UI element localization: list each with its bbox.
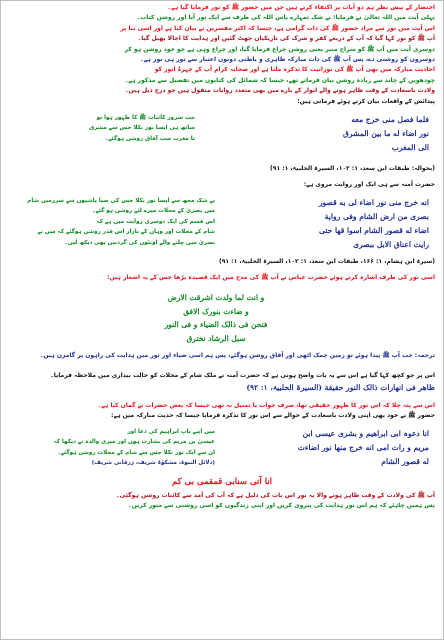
translation-text: ترجمہ: جب آپ ﷺ پیدا ہوئے تو زمین چمک اٹھی اور آفاق روشن ہوگئے، پس ہم اسی ضیاء اور نور میں ہدایت کی راہوں پر گامزن ہیں۔ [39,352,435,359]
intro-line: چودھویں کے چاند سے زیادہ روشن بیان فرماتے تھے، جیسا کہ شمائل کی کتابوں میں تفصیل سے مذکور ہے۔ [124,76,435,84]
intro-line: اختصار کے پیش نظر ہم دو آیات پر اکتفاء کرتے ہیں جن میں حضور ﷺ کو نور فرمایا گیا ہے۔ [167,4,435,11]
paragraph-line: اس پر جو کچھ کہا گیا ہے اس سے یہ بات واضح ہوتی ہے کہ حضرت آمنہ نے ملک شام کے محلات کو حالت بیداری میں ملاحظہ فرمایا۔ [50,372,435,379]
translation-line: میں بصریٰ کے محلات میرے لئے روشن ہو گئے۔ [92,208,215,215]
arabic-line: بصری من ارض الشام وفی روایة [324,212,429,221]
quote-translation [15,427,215,469]
translation-line: عیسیٰ بن مریم کی بشارت ہوں اور میری والدہ نے دیکھا کہ [53,439,215,446]
translation-line: بصریٰ میں چلنے والے اونٹوں کی گردنیں بھی دیکھ لیں۔ [64,239,215,246]
translation-line: ان سے ایک نور نکلا جس سے شام کے محلات روشن ہوگئے۔ [57,449,215,456]
intro-line: پہلی آیت میں اللہ تعالیٰ نے فرمایا: بے شک تمہارے پاس اللہ کی طرف سے ایک نور آیا اور روشن کتاب۔ [136,14,435,22]
quote-block [15,113,429,155]
section-heading-text: حضرت آمنہ سے ہی ایک اور روایت مروی ہے: [303,181,435,188]
arabic-line: نور اضاء له ما بین المشرق [343,129,429,138]
poem-block [111,291,321,345]
reference [9,164,435,174]
paragraph-line: حضور ﷺ نے خود بھی اپنی ولادت باسعادت کے حوالے سے اس نور کا تذکرہ فرمایا جیسا کہ حدیث مبارکہ میں ہے: [111,412,435,420]
arabic-line: له قصور الشام [381,457,429,466]
translation-line: شام کے محلات اور وہاں کے بازار اس قدر روشن ہوگئے کہ میں نے [37,229,215,236]
reference-text: (بحوالہ: طبقات ابن سعد، ۱: ۱۰۲، السیرۃ الحلبیۃ، ۱: ۹۱) [270,165,435,172]
translation-paragraph [9,351,435,361]
closing-paragraph [9,491,435,512]
translation-line: تا مغرب سب آفاق روشن ہوگئے۔ [105,135,195,142]
section-heading-text: اسی نور کی طرف اشارہ کرتے ہوئے حضرت عباس نے آپ ﷺ کی مدح میں ایک قصیدہ پڑھا جس کے یہ اشعار ہیں: [107,274,435,281]
quote-arabic [233,196,429,252]
intro-line: اس آیت میں نور سے مراد حضور ﷺ کی ذات گرامی ہے، جیسا کہ اکثر مفسرین نے بیان کیا ہے اور اسی بنا پر [120,24,435,32]
poem-line: و ضاءت بنورک الافق [183,306,249,316]
section-heading [9,273,435,283]
section-heading [9,180,435,190]
poem-line: سبل الرشاد نخترق [186,333,246,343]
arabic-quote-line: ظاهر فی انهارات ذالک النور حقيقة (السیرۃ الحلبیۃ، ۱: ۹۲) [246,383,435,393]
paragraph-line: آپ ﷺ کی ولادت کے وقت ظاہر ہونے والا یہ نور اس بات کی دلیل ہے کہ آپ کی آمد سے کائنات روشن ہوگئی۔ [116,492,435,499]
translation-line: جب سرور کائنات ﷺ کا ظہور ہوا تو [96,115,195,121]
quote-arabic [229,113,429,155]
poem-line: و انت لما ولدت اشرقت الارض [167,293,265,302]
arabic-line: اضاء له قصور الشام اسوا قها حتی [319,226,429,235]
translation-line: میں اپنے باپ ابراہیم کی دعا اور [127,429,215,435]
arabic-line: مریم و رات امی انه خرج منها نور اضاءت [297,443,429,452]
paragraph-line: اس سے پتہ چلا کہ اس نور کا ظہور حقیقی تھا، صرف خواب یا تمثیل نہ تھی جیسا کہ بعض حضرات نے گمان کیا ہے۔ [97,402,435,409]
translation-line: بے شک مجھ سے ایسا نور نکلا جس کی ضیا پاشیوں سے سرزمین شام [27,198,215,204]
section-heading-text: پیدائش کے واقعات بیان کرتے ہوئے فرماتی ہیں: [297,98,435,105]
arabic-line: فلما فصل منی خرج معه [351,115,429,124]
translation-line: ساتھ ہی ایسا نور نکلا جس سے مشرق [89,125,195,132]
intro-paragraph [9,3,435,97]
quote-translation [15,113,195,144]
paragraph [9,401,435,422]
poem-line: فنحن فی ذالک الضیاء و فی النور [164,320,268,329]
translation-line: (دلائل النبوۃ، مشکوٰۃ شریف، زرقانی شریف) [91,460,215,467]
quote-block [15,427,429,469]
intro-line: آپ ﷺ کو نور کہا گیا کہ آپ کے ذریعے کفر و شرک کی تاریکیاں چھٹ گئیں اور ہدایت کا اجالا پھیل گیا۔ [137,35,435,43]
paragraph [9,371,435,394]
paragraph-line: پس ہمیں چاہئے کہ ہم اس نور ہدایت کی پیروی کریں اور اپنی زندگیوں کو اسی روشنی سے منور کریں۔ [128,502,435,510]
arabic-line: رایت اعناق الابل ببصری [353,240,429,249]
section-heading [9,97,435,107]
intro-line: دوسری آیت میں آپ ﷺ کو سراج منیر یعنی روشن چراغ فرمایا گیا، اور چراغ وہی ہے جو خود روشن ہو کر [124,45,435,53]
intro-line: احادیث مبارکہ میں بھی آپ ﷺ کی نورانیت کا تذکرہ ملتا ہے اور صحابہ کرام آپ کے چہرۂ انور کو [154,66,435,74]
quote-block [15,196,429,252]
reference [9,257,435,267]
arabic-line: الی المغرب [391,143,429,152]
section-heading: انا آتی سنابی قمقمی بی کم [171,477,273,487]
intro-line: دوسروں کو روشنی دے، پس آپ ﷺ کی ذات مبارکہ ظاہری و باطنی دونوں اعتبار سے نور ہی نور ہے۔ [140,56,435,64]
translation-line: اس قسم کی ایک دوسری روایت میں ہے کہ [96,218,215,225]
arabic-line: انه خرج منی نور اضاء لی به قصور [318,198,429,207]
arabic-line: انا دعوہ ابی ابراهیم و بشری عیسی ابن [302,429,429,438]
quote-arabic [233,427,429,469]
reference-text: (سیرۃ ابن ہشام، ۱: ۱۶۶، طبقات ابن سعد، ۱: ۱۰۲، السیرۃ الحلبیۃ، ۱: ۹۱) [219,258,435,265]
quote-translation [15,196,215,248]
intro-line: ولادت باسعادت کے وقت ظاہر ہونے والے انوار کے بارے میں بھی متعدد روایات منقول ہیں جو درج ذیل ہیں۔ [124,87,435,95]
